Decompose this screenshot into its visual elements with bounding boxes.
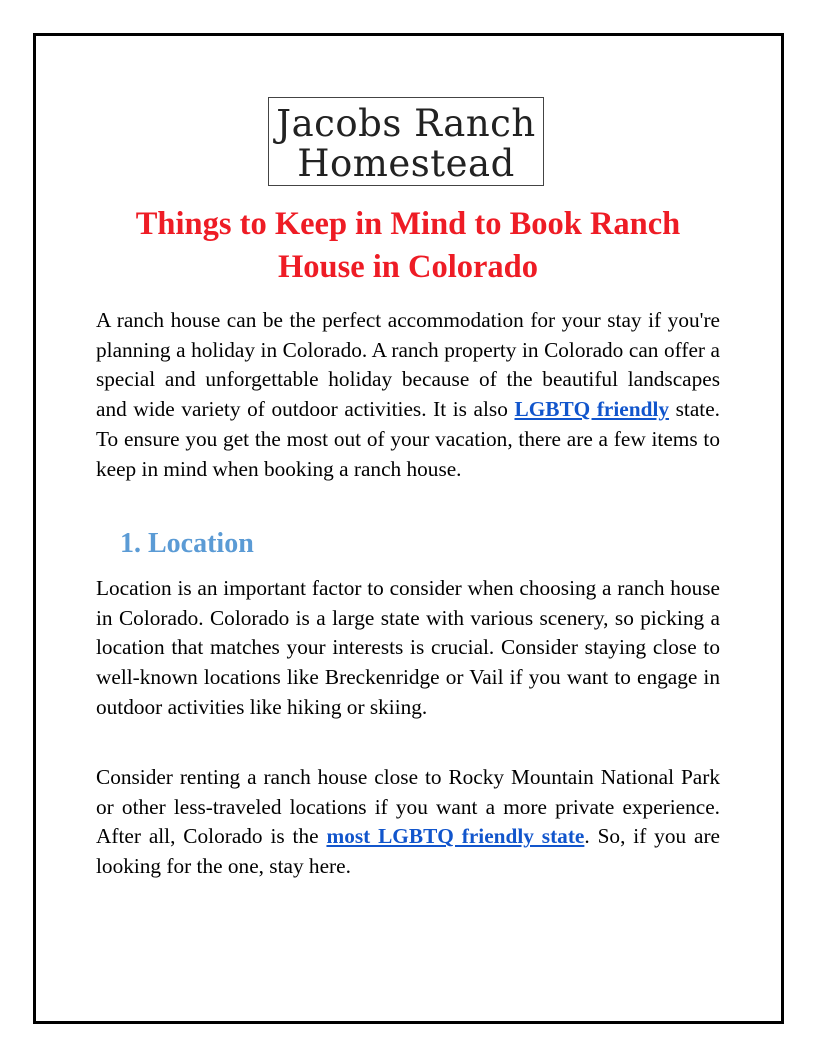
location-paragraph-1: Location is an important factor to consider when choosing a ranch house in Colorado. Colorado is a large state with various scenery, so picking a location that matches your interests is crucial. Consider staying close to well-known locations like Breckenridge or Vail if you want to engage in outdoor activities like hiking or skiing. <box>96 576 720 719</box>
intro-paragraph <box>96 306 720 484</box>
brand-logo <box>268 97 544 186</box>
paragraph-2-text-before: Consider renting a ranch house close to Rocky Mountain National Park or other less-traveled locations if you want a more private experience. After all, Colorado is the <box>96 765 720 849</box>
paragraph-2-text-after: . So, if you are looking for the one, stay here. <box>96 824 721 879</box>
section-heading-location <box>120 527 254 561</box>
page-title: Things to Keep in Mind to Book Ranch House in Colorado <box>135 206 681 285</box>
location-paragraph-2 <box>96 763 720 882</box>
logo-line-1: Jacobs Ranch <box>276 102 536 145</box>
most-lgbtq-friendly-state-link[interactable]: most LGBTQ friendly state <box>326 824 585 849</box>
lgbtq-friendly-link[interactable]: LGBTQ friendly <box>514 397 670 422</box>
intro-text-before: A ranch house can be the perfect accommodation for your stay if you're planning a holiday in Colorado. A ranch property in Colorado can offer a special and unforgettable holiday because of the beautiful landscapes and wide variety of outdoor activities. It is also <box>96 308 720 422</box>
logo-line-2: Homestead <box>297 142 515 185</box>
intro-text-after: state. To ensure you get the most out of your vacation, there are a few items to keep in mind when booking a ranch house. <box>96 397 720 481</box>
section-number: 1. <box>120 528 141 559</box>
section-title: Location <box>148 528 254 559</box>
